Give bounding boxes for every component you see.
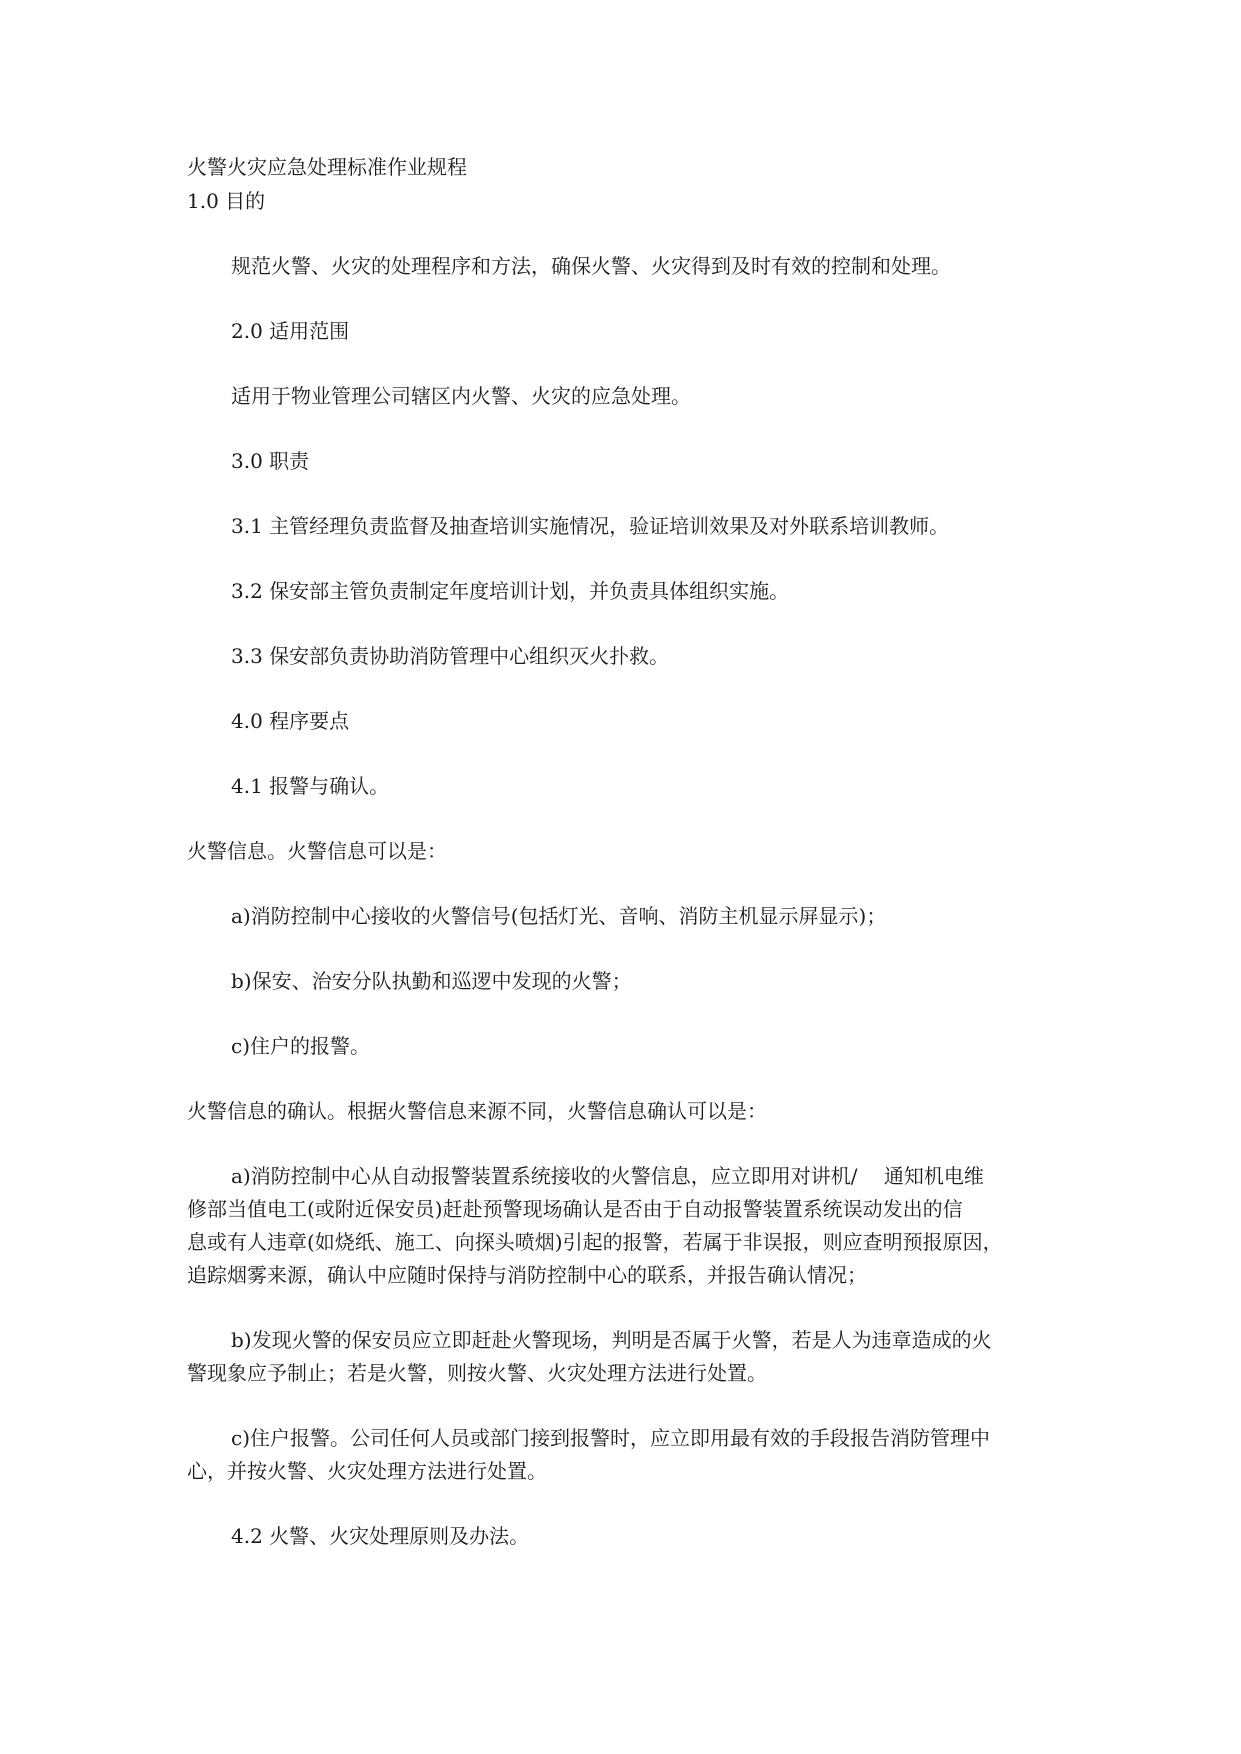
alarm-info-item-b: b)保安、治安分队执勤和巡逻中发现的火警； — [231, 969, 632, 993]
alarm-info-item-c: c)住户的报警。 — [231, 1034, 371, 1058]
document-title: 火警火灾应急处理标准作业规程 — [187, 155, 467, 179]
confirm-a-line: 修部当值电工(或附近保安员)赶赴预警现场确认是否由于自动报警装置系统误动发出的信 — [187, 1197, 963, 1221]
section-4-2: 4.2 火警、火灾处理原则及办法。 — [231, 1524, 530, 1548]
confirm-c-line: 心，并按火警、火灾处理方法进行处置。 — [187, 1459, 547, 1483]
confirm-a-line: 息或有人违章(如烧纸、施工、向探头喷烟)引起的报警，若属于非误报，则应查明预报原因， — [187, 1230, 1003, 1254]
section-3-2: 3.2 保安部主管负责制定年度培训计划，并负责具体组织实施。 — [231, 579, 790, 603]
section-1-text: 规范火警、火灾的处理程序和方法，确保火警、火灾得到及时有效的控制和处理。 — [231, 254, 951, 278]
confirm-b-line: b)发现火警的保安员应立即赶赴火警现场，判明是否属于火警，若是人为违章造成的火 — [231, 1328, 992, 1352]
section-3-3: 3.3 保安部负责协助消防管理中心组织灭火扑救。 — [231, 644, 670, 668]
alarm-info-item-a: a)消防控制中心接收的火警信号(包括灯光、音响、消防主机显示屏显示)； — [231, 904, 887, 928]
confirm-a-line: a)消防控制中心从自动报警装置系统接收的火警信息，应立即用对讲机/ 通知机电维 — [231, 1164, 984, 1188]
section-2-text: 适用于物业管理公司辖区内火警、火灾的应急处理。 — [231, 384, 691, 408]
section-2-heading: 2.0 适用范围 — [231, 319, 350, 343]
confirm-intro: 火警信息的确认。根据火警信息来源不同，火警信息确认可以是： — [187, 1099, 767, 1123]
section-3-heading: 3.0 职责 — [231, 449, 310, 473]
section-4-1: 4.1 报警与确认。 — [231, 774, 390, 798]
alarm-info-intro: 火警信息。火警信息可以是： — [187, 839, 447, 863]
confirm-b-line: 警现象应予制止；若是火警，则按火警、火灾处理方法进行处置。 — [187, 1361, 767, 1385]
section-1-heading: 1.0 目的 — [187, 189, 266, 213]
section-4-heading: 4.0 程序要点 — [231, 709, 350, 733]
confirm-c-line: c)住户报警。公司任何人员或部门接到报警时，应立即用最有效的手段报告消防管理中 — [231, 1426, 991, 1450]
confirm-a-line: 追踪烟雾来源，确认中应随时保持与消防控制中心的联系，并报告确认情况； — [187, 1263, 867, 1287]
section-3-1: 3.1 主管经理负责监督及抽查培训实施情况，验证培训效果及对外联系培训教师。 — [231, 514, 950, 538]
